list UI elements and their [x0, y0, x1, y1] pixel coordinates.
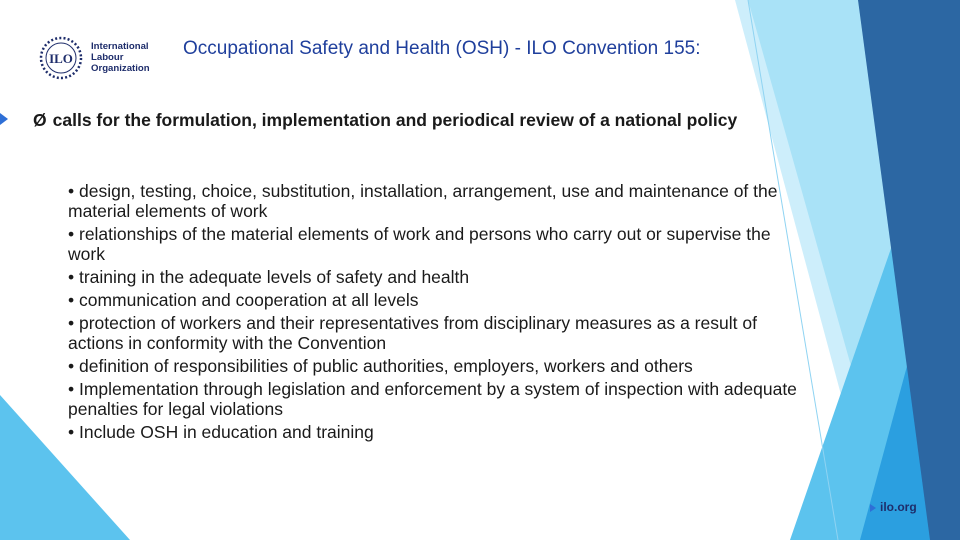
- list-item: • Include OSH in education and training: [68, 422, 374, 442]
- logo-line-1: International: [91, 41, 149, 52]
- logo-line-2: Labour: [91, 52, 124, 63]
- footer-triangle-icon: [870, 504, 876, 512]
- sub-bullet-list: [68, 181, 803, 445]
- main-bullet-point: [33, 110, 753, 130]
- arrow-bullet-icon: Ø: [33, 110, 47, 130]
- footer-website: [870, 500, 917, 514]
- list-item: • design, testing, choice, substitution, installation, arrangement, use and maintenance of the material elements of work: [68, 181, 778, 221]
- list-item: • Implementation through legislation and enforcement by a system of inspection with adequate penalties for legal violations: [68, 379, 797, 419]
- list-item: • definition of responsibilities of public authorities, employers, workers and others: [68, 356, 693, 376]
- main-point-text: calls for the formulation, implementation and periodical review of a national policy: [52, 110, 738, 130]
- ilo-emblem-text: ILO: [49, 51, 73, 66]
- list-item: • communication and cooperation at all levels: [68, 290, 419, 310]
- left-triangle-marker-icon: [0, 113, 8, 125]
- list-item: • protection of workers and their representatives from disciplinary measures as a result of actions in conformity with the Convention: [68, 313, 757, 353]
- logo-line-3: Organization: [91, 63, 150, 74]
- logo-wordmark: [91, 41, 150, 74]
- slide-title: Occupational Safety and Health (OSH) - ILO Convention 155:: [183, 38, 701, 59]
- list-item: • relationships of the material elements of work and persons who carry out or supervise the work: [68, 224, 771, 264]
- footer-url: ilo.org: [880, 500, 917, 514]
- ilo-logo: [38, 36, 156, 80]
- list-item: • training in the adequate levels of safety and health: [68, 267, 470, 287]
- ilo-emblem-icon: [38, 36, 84, 80]
